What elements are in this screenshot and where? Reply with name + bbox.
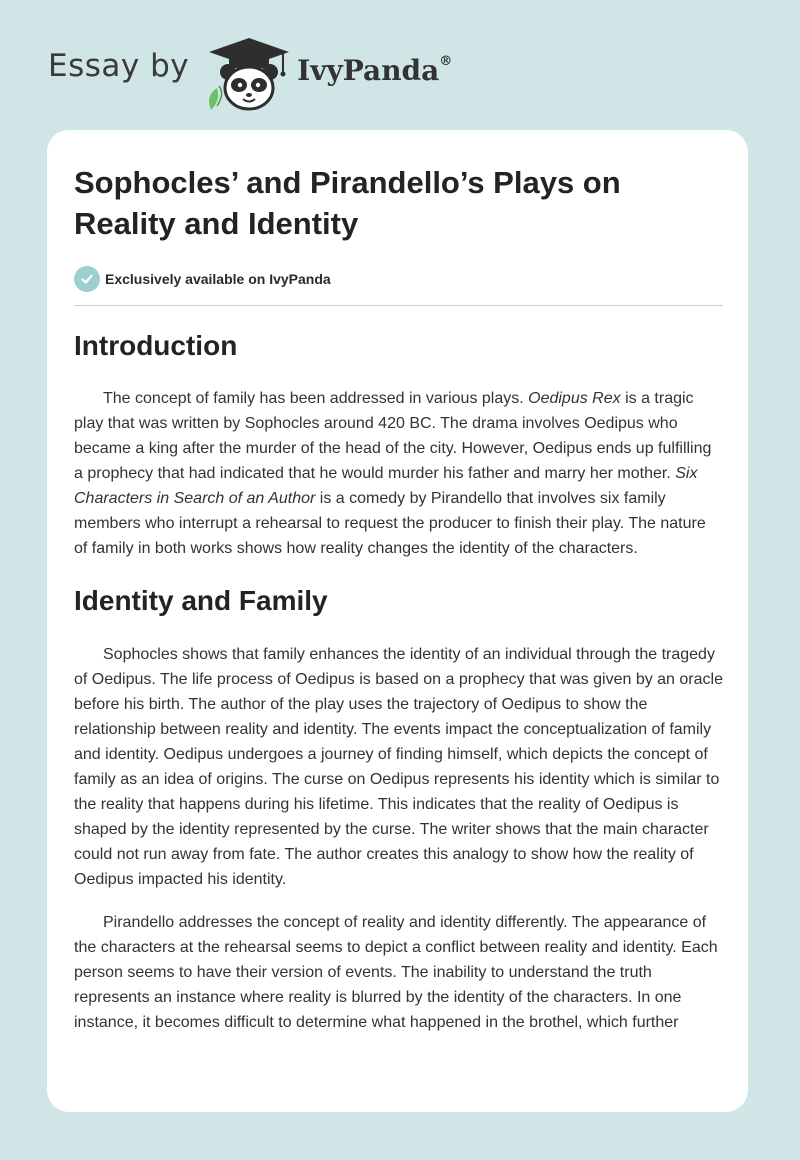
text-run: is a tragic play that was written by Sophocles around 420 BC. The drama involves Oedipus who became a king after the murder of the head of the city. However, Oedipus ends up fulfilling a prophecy that had indicated that he would murder his father and marry her mother. — [74, 390, 712, 482]
check-icon — [74, 266, 100, 292]
divider — [74, 305, 723, 306]
work-title: Six Characters in Search of an Author — [74, 465, 698, 507]
ivypanda-brand — [297, 54, 452, 87]
paragraph-introduction — [74, 386, 723, 561]
essay-content — [74, 162, 723, 1031]
text-run: Pirandello addresses the concept of reality and identity differently. The appearance of the characters at the rehearsal seems to depict a conflict between reality and identity. Each person seems to have their version of events. The inability to understand the truth represents an instance where reality is blurred by the identity of the characters. In one instance, it becomes difficult to determine what happened in the brothel, which further — [74, 914, 718, 1031]
section-heading-introduction: Introduction — [74, 330, 238, 361]
text-run: is a comedy by Pirandello that involves six family members who interrupt a rehearsal to request the producer to finish their play. The nature of family in both works shows how reality changes the identity of the characters. — [74, 490, 706, 557]
essay-by-label: Essay by — [48, 48, 190, 84]
panda-logo-icon — [203, 34, 295, 114]
section-heading-identity-and-family: Identity and Family — [74, 585, 328, 616]
paragraph-sophocles — [74, 642, 723, 892]
essay-title: Sophocles’ and Pirandello’s Plays on Reality and Identity — [74, 165, 621, 241]
exclusive-badge — [74, 265, 723, 293]
essay-card — [47, 130, 748, 1112]
brand-name: IvyPanda — [297, 53, 440, 87]
work-title: Oedipus Rex — [528, 390, 621, 407]
text-run: The concept of family has been addressed in various plays. — [103, 390, 529, 407]
paragraph-pirandello — [74, 910, 723, 1031]
badge-text: Exclusively available on IvyPanda — [105, 271, 331, 287]
registered-mark: ® — [439, 54, 453, 70]
text-run: Sophocles shows that family enhances the identity of an individual through the tragedy of Oedipus. The life process of Oedipus is based on a prophecy that was given by an oracle before his birth. The author of the play uses the trajectory of Oedipus to show the relationship between reality and identity. The events impact the conceptualization of family and identity. Oedipus undergoes a journey of finding himself, which depicts the concept of family as an idea of origins. The curse on Oedipus represents his identity which is similar to the reality that happens during his lifetime. This indicates that the reality of Oedipus is shaped by the identity represented by the curse. The writer shows that the main character could not run away from fate. The author creates this analogy to show how the reality of Oedipus impacted his identity. — [74, 646, 723, 888]
site-header — [48, 34, 452, 114]
